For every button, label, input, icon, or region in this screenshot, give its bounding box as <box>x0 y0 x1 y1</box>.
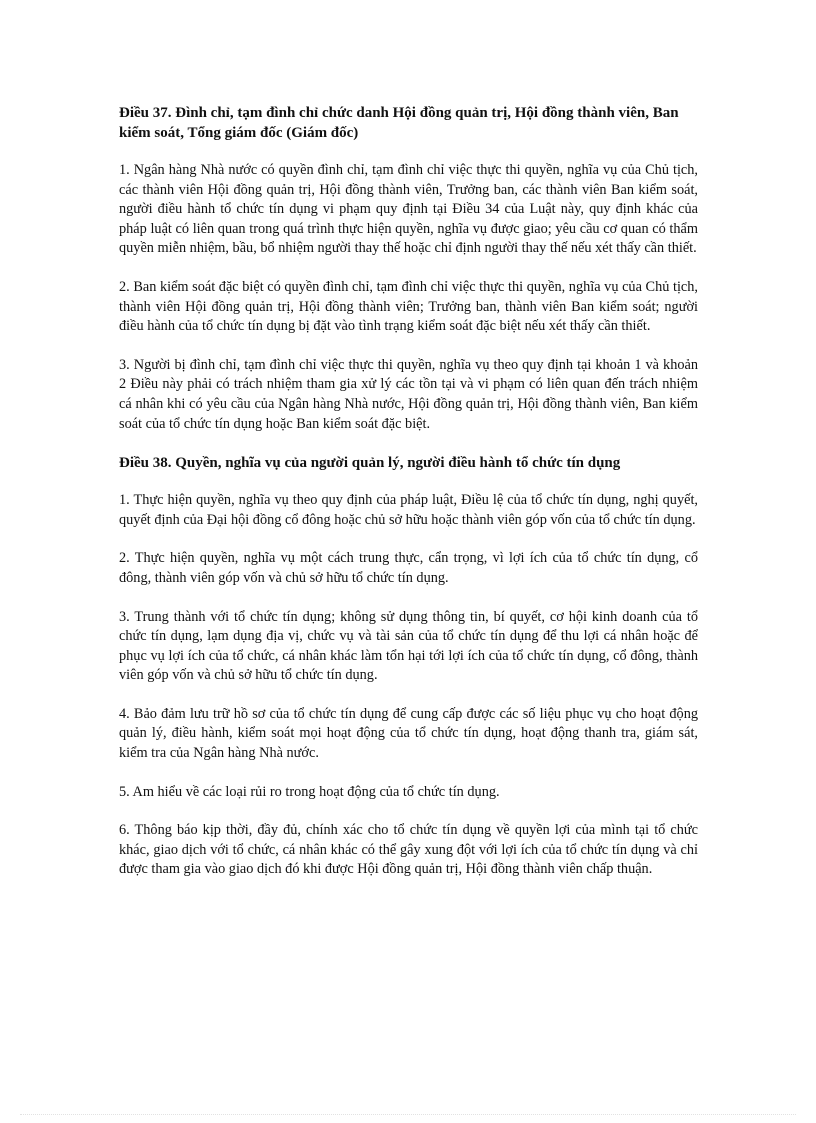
article-38-clause-3: 3. Trung thành với tổ chức tín dụng; không sử dụng thông tin, bí quyết, cơ hội kinh doanh của tổ chức tín dụng, lạm dụng địa vị, chức vụ và tài sản của tổ chức tín dụng để thu lợi cá nhân hoặc để phục vụ lợi ích của tổ chức, cá nhân khác làm tổn hại tới lợi ích của tổ chức tín dụng, cổ đông, thành viên góp vốn và chủ sở hữu tổ chức tín dụng. <box>119 608 698 684</box>
article-38-clause-2: 2. Thực hiện quyền, nghĩa vụ một cách trung thực, cẩn trọng, vì lợi ích của tổ chức tín dụng, cổ đông, thành viên góp vốn và chủ sở hữu tổ chức tín dụng. <box>119 550 698 586</box>
article-37-clause-2: 2. Ban kiểm soát đặc biệt có quyền đình chỉ, tạm đình chỉ việc thực thi quyền, nghĩa vụ của Chủ tịch, thành viên Hội đồng quản trị, Hội đồng thành viên; Trưởng ban, thành viên Ban kiểm soát; người điều hành của tổ chức tín dụng bị đặt vào tình trạng kiểm soát đặc biệt nếu xét thấy cần thiết. <box>119 278 698 335</box>
article-38-heading: Điều 38. Quyền, nghĩa vụ của người quản lý, người điều hành tổ chức tín dụng <box>119 455 621 472</box>
article-38-clause-6: 6. Thông báo kịp thời, đầy đủ, chính xác cho tổ chức tín dụng về quyền lợi của mình tại tổ chức khác, giao dịch với tổ chức, cá nhân khác có thể gây xung đột với lợi ích của tổ chức tín dụng và chỉ được tham gia vào giao dịch đó khi được Hội đồng quản trị, Hội đồng thành viên chấp thuận. <box>119 822 698 878</box>
article-38-clause-1: 1. Thực hiện quyền, nghĩa vụ theo quy định của pháp luật, Điều lệ của tổ chức tín dụng, nghị quyết, quyết định của Đại hội đồng cổ đông hoặc chủ sở hữu hoặc thành viên góp vốn của tổ chức tín dụng. <box>119 492 698 528</box>
article-38-clause-5: 5. Am hiểu về các loại rủi ro trong hoạt động của tổ chức tín dụng. <box>119 783 500 800</box>
article-37-heading: Điều 37. Đình chỉ, tạm đình chỉ chức danh Hội đồng quản trị, Hội đồng thành viên, Ban kiểm soát, Tổng giám đốc (Giám đốc) <box>119 105 679 141</box>
article-38-clause-4: 4. Bảo đảm lưu trữ hồ sơ của tổ chức tín dụng để cung cấp được các số liệu phục vụ cho hoạt động quản lý, điều hành, kiểm soát mọi hoạt động của tổ chức tín dụng, hoạt động thanh tra, giám sát, kiểm tra của Ngân hàng Nhà nước. <box>119 705 698 762</box>
article-37-clause-3: 3. Người bị đình chỉ, tạm đình chỉ việc thực thi quyền, nghĩa vụ theo quy định tại khoản 1 và khoản 2 Điều này phải có trách nhiệm tham gia xử lý các tồn tại và vi phạm có liên quan đến trách nhiệm cá nhân khi có yêu cầu của Ngân hàng Nhà nước, Hội đồng quản trị, Hội đồng thành viên, Ban kiểm soát của tổ chức tín dụng hoặc Ban kiểm soát đặc biệt. <box>119 356 698 432</box>
page-bottom-divider <box>20 1114 796 1115</box>
article-37-clause-1: 1. Ngân hàng Nhà nước có quyền đình chỉ, tạm đình chỉ việc thực thi quyền, nghĩa vụ của Chủ tịch, các thành viên Hội đồng quản trị, Hội đồng thành viên, Trưởng ban, các thành viên Ban kiểm soát, người điều hành tổ chức tín dụng vi phạm quy định tại Điều 34 của Luật này, quy định khác của pháp luật có liên quan trong quá trình thực hiện quyền, nghĩa vụ được giao; yêu cầu cơ quan có thẩm quyền miễn nhiệm, bầu, bổ nhiệm người thay thế hoặc chỉ định người thay thế nếu xét thấy cần thiết. <box>119 162 698 257</box>
